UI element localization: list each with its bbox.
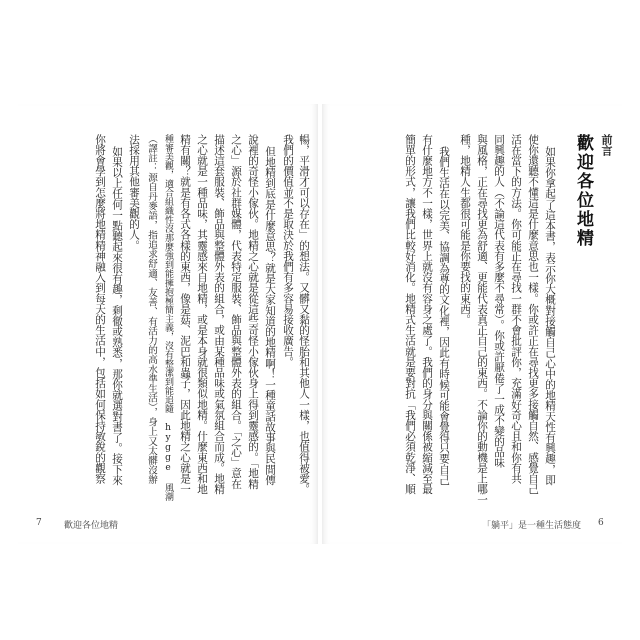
page-number: 7	[36, 518, 42, 528]
text-column: 如果你拿起了這本書，表示你大概對接觸自己心中的地精天性有興趣，即	[544, 146, 556, 486]
text-column: 使你還聽不懂這是什麼意思也一樣。你或許正在尋找更多接觸自然、感覺自己	[527, 134, 539, 495]
text-column: 之心就是一種品味，其靈感來自地精，或是本身就很類似地精。什麼東西和地	[196, 134, 208, 495]
text-column: 種審美觀，適合組織性沒那麼強到能擁抱極簡主義，沒有整潔到能追隨 hygge 風潮	[163, 134, 173, 501]
text-column: 但地精到底是什麼意思？就是大家知道的地精啊！一種童話故事與民間傳	[264, 146, 276, 486]
text-column: 有什麼地方不一樣，世界上就沒有容身之處了。我們的身分與關係被縮減至最	[421, 134, 433, 495]
text-column: 如果以上任何一點聽起來很有趣，剩徹或熟悉，那你就選對書了。接下來	[111, 146, 123, 486]
page-number: 6	[598, 518, 604, 528]
text-column: 法採用其他審美觀的人。	[128, 134, 140, 251]
chapter-title: 歡迎各位地精	[573, 134, 593, 248]
text-column: 簡單的形式，讓我們比較好消化。地精式生活就是要對抗「我們必須乾淨、順	[404, 134, 416, 495]
left-page	[18, 104, 318, 544]
text-column: （譯註：源自丹麥語，指追求舒適、友善、有活力的高水準生活），身上又太髒沒辦	[146, 134, 157, 485]
text-column: 之心」源於社群媒體，代表特定服裝、飾品與整體外表的組合。「之心」意在	[230, 134, 242, 490]
text-column: 精有關？就是有各式各樣的東西，像是菇、泥巴和蟲子，因此地精之心就是一	[179, 134, 191, 495]
text-column: 描述這套服裝、飾品與整體外表的組合，或由某種品味或氣氛組合而成。地精	[213, 134, 225, 495]
text-column: 與風格，正在尋找更為舒適、更能代表真正自己的東西。不論你的動機是上哪一	[476, 134, 488, 505]
text-column: 種，地精人生都很可能是你要找的東西。	[459, 134, 471, 325]
text-column: 我們生活在以完美、協調為尊的文化裡，因此有時候可能會覺得只要自己	[438, 146, 450, 486]
text-column: 活在當下的方法。你可能正在尋找一群不會批評你，充滿好奇心且和你有共	[510, 134, 522, 484]
running-footer: 「躺平」是一種生活態度	[482, 521, 582, 531]
text-column: 我們的價值並不是取決於我們有多容易接收廣告。	[282, 134, 294, 368]
right-page	[322, 104, 622, 544]
chapter-label: 前言	[600, 134, 613, 156]
running-footer: 歡迎各位地精	[64, 521, 119, 531]
text-column: 你將會學到怎麼將地精精神融入到每天的生活中，包括如何保持敏銳的觀察	[94, 134, 106, 484]
text-column: 說裡的奇怪小傢伙。地精之心就是從這些奇怪小傢伙身上得到靈感的。「地精	[247, 134, 259, 490]
text-column: 暢，平滑才可以存在」的想法。又髒又黏的怪胎和其他人一樣，也值得被愛。	[298, 134, 310, 495]
text-column: 同興趣的人（不論這代表有多麼不尋常）。你或許厭倦了一成不變的品味	[493, 134, 505, 468]
